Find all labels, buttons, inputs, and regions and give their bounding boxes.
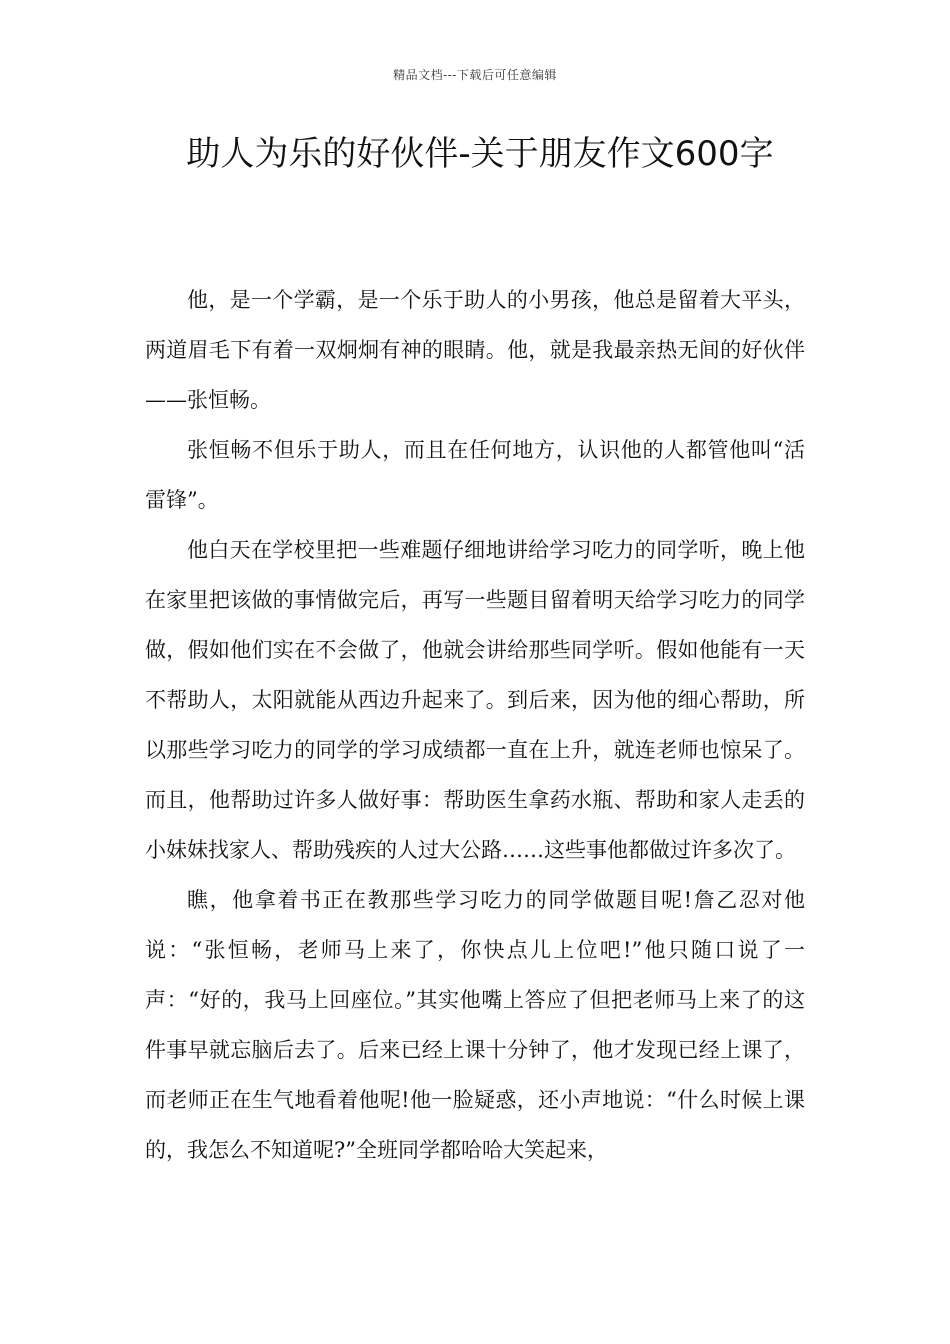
paragraph-4: 瞧，他拿着书正在教那些学习吃力的同学做题目呢!詹乙忍对他说：“张恒畅，老师马上来了，你快点儿上位吧!”他只随口说了一声：“好的，我马上回座位。”其实他嘴上答应了但把老师马上来了的这件事早就忘脑后去了。后来已经上课十分钟了，他才发现已经上课了，而老师正在生气地看着他呢!他一脸疑惑，还小声地说：“什么时候上课的，我怎么不知道呢?”全班同学都哈哈大笑起来， bbox=[145, 888, 805, 1162]
paragraph-2: 张恒畅不但乐于助人，而且在任何地方，认识他的人都管他叫“活雷锋”。 bbox=[145, 438, 805, 512]
page-title: 助人为乐的好伙伴-关于朋友作文600字 bbox=[186, 134, 774, 174]
paragraph-1: 他，是一个学霸，是一个乐于助人的小男孩，他总是留着大平头，两道眉毛下有着一双炯炯有神的眼睛。他，就是我最亲热无间的好伙伴——张恒畅。 bbox=[145, 288, 805, 412]
header-note: 精品文档---下载后可任意编辑 bbox=[393, 68, 557, 82]
article-body bbox=[145, 275, 805, 1175]
paragraph-3: 他白天在学校里把一些难题仔细地讲给学习吃力的同学听，晚上他在家里把该做的事情做完后，再写一些题目留着明天给学习吃力的同学做，假如他们实在不会做了，他就会讲给那些同学听。假如他能有一天不帮助人，太阳就能从西边升起来了。到后来，因为他的细心帮助，所以那些学习吃力的同学的学习成绩都一直在上升，就连老师也惊呆了。而且，他帮助过许多人做好事：帮助医生拿药水瓶、帮助和家人走丢的小妹妹找家人、帮助残疾的人过大公路……这些事他都做过许多次了。 bbox=[145, 538, 805, 862]
